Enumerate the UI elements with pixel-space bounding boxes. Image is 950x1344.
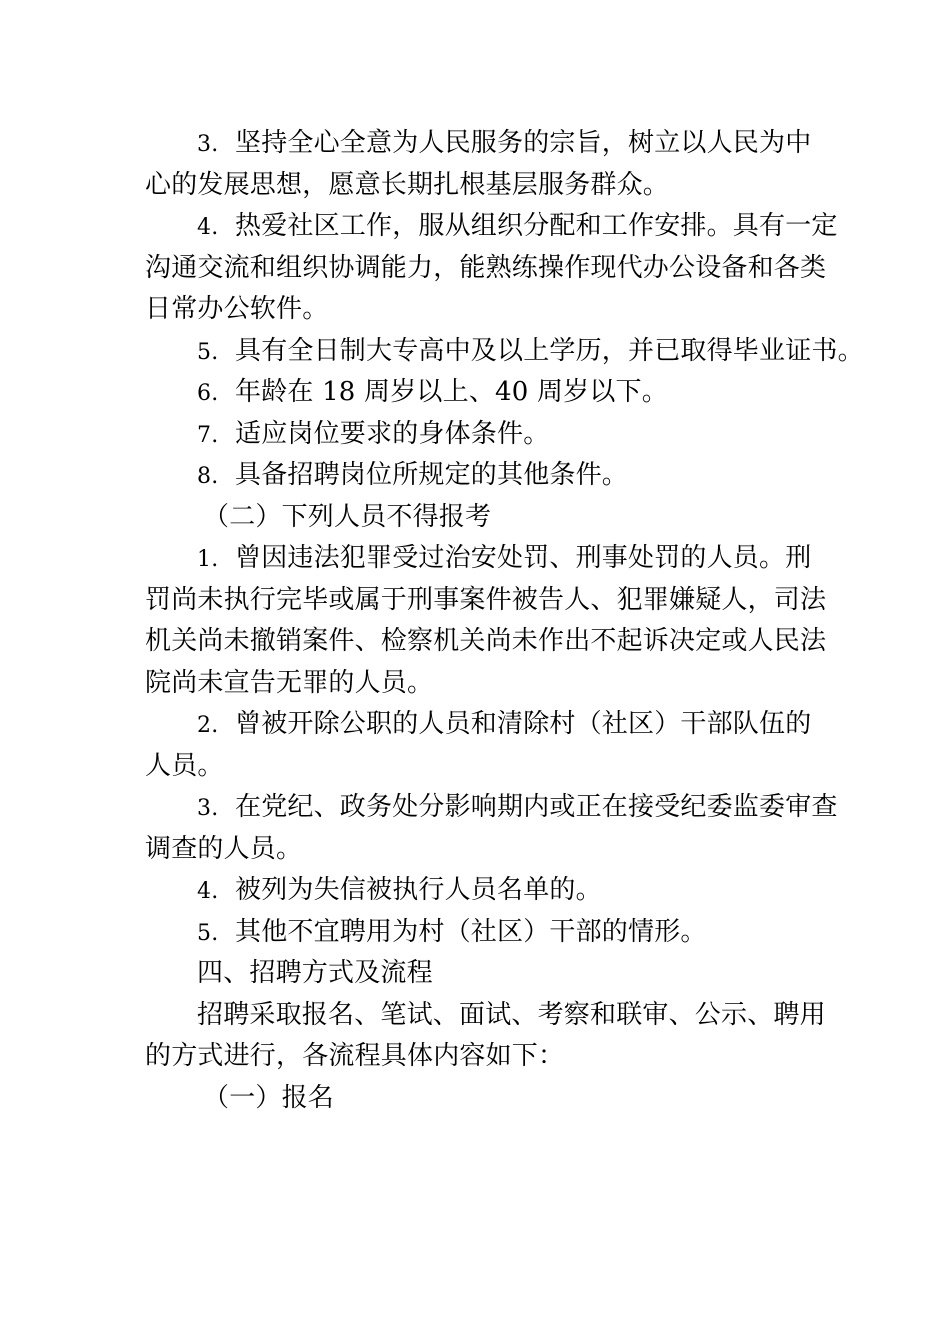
- paragraph-line: 人员。: [145, 750, 224, 781]
- paragraph-line: 其他不宜聘用为村（社区）干部的情形。: [235, 916, 707, 947]
- paragraph-line: 的方式进行，各流程具体内容如下：: [145, 1041, 565, 1071]
- paragraph-line: 院尚未宣告无罪的人员。: [145, 667, 434, 698]
- list-item: [145, 206, 838, 331]
- list-item: [145, 123, 825, 206]
- section-subheading: [145, 1078, 825, 1120]
- body-paragraph: [145, 995, 825, 1078]
- paragraph-line: 机关尚未撤销案件、检察机关尚未作出不起诉决定或人民法: [145, 626, 827, 656]
- paragraph-line: 坚持全心全意为人民服务的宗旨，树立以人民为中: [235, 128, 812, 158]
- heading-text: （一）报名: [203, 1082, 335, 1113]
- section-subheading: [145, 497, 825, 539]
- paragraph-line: 适应岗位要求的身体条件。: [235, 418, 550, 449]
- item-number: 5.: [197, 339, 219, 365]
- paragraph-line: 招聘采取报名、笔试、面试、考察和联审、公示、聘用: [197, 999, 826, 1030]
- item-number: 3.: [197, 796, 219, 821]
- paragraph-line: 在党纪、政务处分影响期内或正在接受纪委监委审查: [235, 792, 838, 822]
- list-item: [145, 414, 825, 456]
- paragraph-line: 被列为失信被执行人员名单的。: [235, 875, 602, 905]
- list-item: [145, 870, 825, 912]
- item-number: 2.: [197, 713, 219, 738]
- item-number: 6.: [197, 381, 219, 406]
- paragraph-line: 日常办公软件。: [145, 294, 329, 324]
- section-heading: [145, 953, 825, 995]
- paragraph-line: 沟通交流和组织协调能力，能熟练操作现代办公设备和各类: [145, 252, 827, 283]
- heading-text: 四、招聘方式及流程: [197, 958, 433, 988]
- list-item: [145, 704, 825, 787]
- list-item: [145, 331, 864, 373]
- list-item: [145, 455, 825, 497]
- paragraph-line: 具有全日制大专高中及以上学历，并已取得毕业证书。: [235, 335, 864, 366]
- heading-text: （二）下列人员不得报考: [203, 501, 492, 532]
- paragraph-line: 年龄在 18 周岁以上、40 周岁以下。: [235, 377, 668, 407]
- item-number: 7.: [197, 422, 219, 448]
- paragraph-line: 具备招聘岗位所规定的其他条件。: [235, 460, 629, 490]
- item-number: 4.: [197, 879, 219, 904]
- paragraph-line: 心的发展思想，愿意长期扎根基层服务群众。: [145, 169, 670, 200]
- item-number: 8.: [197, 464, 219, 489]
- paragraph-line: 调查的人员。: [145, 833, 303, 864]
- document-body: [145, 123, 864, 1119]
- list-item: [145, 787, 838, 870]
- item-number: 4.: [197, 215, 219, 240]
- list-item: [145, 912, 825, 954]
- item-number: 1.: [197, 547, 219, 572]
- item-number: 5.: [197, 920, 219, 946]
- list-item: [145, 538, 825, 704]
- paragraph-line: 热爱社区工作，服从组织分配和工作安排。具有一定: [235, 211, 838, 241]
- list-item: [145, 372, 825, 414]
- item-number: 3.: [197, 132, 219, 157]
- paragraph-line: 曾因违法犯罪受过治安处罚、刑事处罚的人员。刑: [235, 543, 812, 573]
- paragraph-line: 曾被开除公职的人员和清除村（社区）干部队伍的: [235, 709, 812, 739]
- paragraph-line: 罚尚未执行完毕或属于刑事案件被告人、犯罪嫌疑人，司法: [145, 584, 827, 615]
